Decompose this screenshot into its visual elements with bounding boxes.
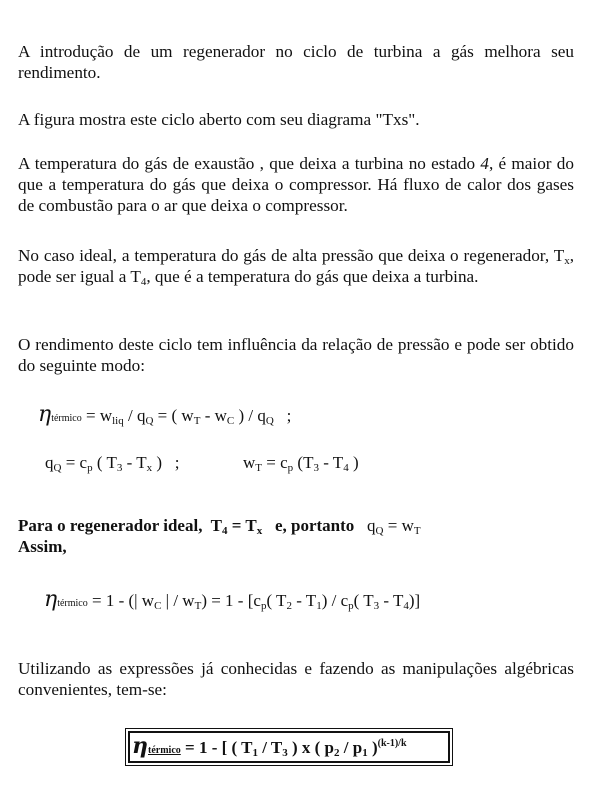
equation-efficiency-regenerator: ηtérmico = 1 - (| $w_C$ | / $w_T) = 1 - [c_p$( $T_2 - T_1) / c_p$( $T_3 - T_4$)]: [44, 587, 421, 612]
subscript: 4: [140, 276, 147, 288]
paragraph-conclusion: Utilizando as expressões já conhecidas e fazendo as manipulações algébricas convenientes, tem-se:: [18, 659, 574, 699]
paragraph-regenerator-ideal: Para o regenerador ideal, $T_4 = T_x$ e, portanto $q_Q = w_T$: [18, 516, 421, 537]
text-span: , é maior do que a temperatura do gás que deixa o compressor. Há fluxo de calor dos gases de combustão para o ar que deixa o compressor.: [18, 154, 574, 215]
eta-symbol: η: [44, 587, 58, 612]
paragraph-exhaust: [18, 153, 574, 216]
eta-subscript: térmico: [51, 413, 82, 424]
subscript: x: [564, 255, 570, 267]
text-span: , pode ser igual a T: [18, 246, 574, 286]
text-span: No caso ideal, a temperatura do gás de alta pressão que deixa o regenerador, T: [18, 246, 565, 265]
equation-heat-input: $q_Q = c_p$ ( $T_3 - T_x$ ) ;: [45, 453, 180, 474]
paragraph-figure: A figura mostra este ciclo aberto com seu diagrama "Txs".: [18, 110, 420, 129]
equation-turbine-work: $w_T = c_p$ ($T_3 - T_4$ ): [243, 453, 359, 474]
text-span: e, portanto: [274, 516, 355, 535]
state-number: 4: [480, 154, 489, 173]
text-span: , que é a temperatura do gás que deixa a turbina.: [146, 267, 479, 286]
text-span: Para o regenerador ideal,: [18, 516, 203, 535]
eta-subscript: térmico: [148, 745, 181, 756]
paragraph-assim: Assim,: [18, 537, 67, 556]
equation-final: ηtérmico = 1 - [ ( $T_1 / T_3$ ) x ( $p_2 / p_1$ )$^{(k-1)/k}$: [132, 733, 407, 759]
paragraph-efficiency: O rendimento deste ciclo tem influência da relação de pressão e pode ser obtido do seguinte modo:: [18, 335, 574, 375]
paragraph-ideal: [18, 245, 574, 287]
text-span: A temperatura do gás de exaustão , que deixa a turbina no estado: [18, 154, 481, 173]
eta-symbol: η: [38, 402, 52, 427]
paragraph-intro: A introdução de um regenerador no ciclo de turbina a gás melhora seu rendimento.: [18, 42, 574, 82]
equation-efficiency-definition: ηtérmico = $w_{liq} / q_Q$ = ( $w_T - w_C$ ) / $q_Q$ ;: [38, 402, 292, 427]
eta-subscript: térmico: [57, 598, 88, 609]
eta-symbol: η: [132, 733, 148, 759]
